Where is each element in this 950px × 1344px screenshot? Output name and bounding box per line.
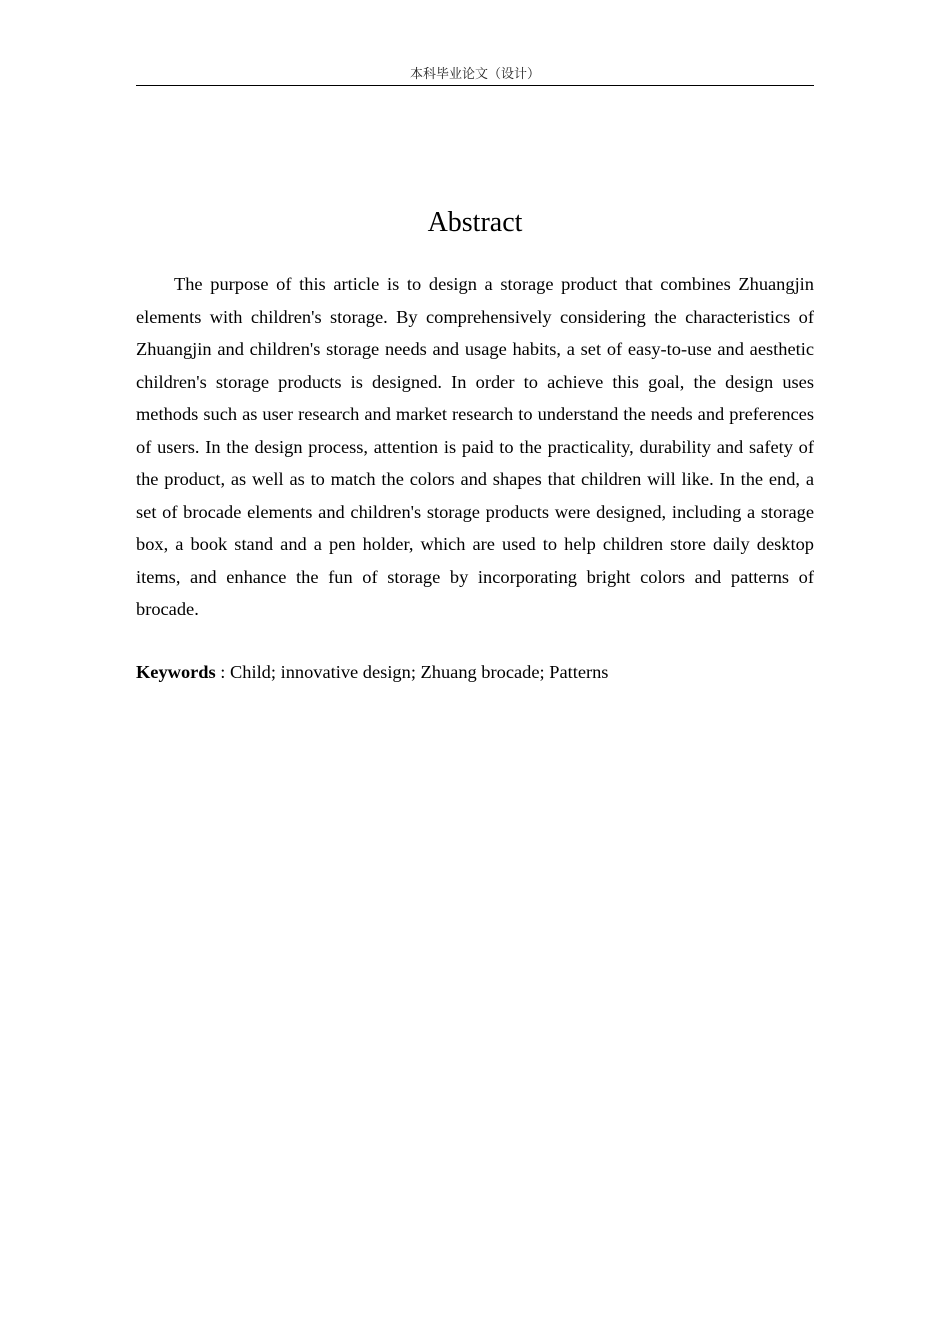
running-header: 本科毕业论文（设计）	[409, 67, 540, 82]
abstract-body: The purpose of this article is to design a storage product that combines Zhuangjin elements with children's storage. By comprehensively considering the characteristics of Zhuangjin and children's storage needs and usage habits, a set of easy-to-use and aesthetic children's storage products is designed. In order to achieve this goal, the design uses methods such as user research and market research to understand the needs and preferences of users. In the design process, attention is paid to the practicality, durability and safety of the product, as well as to match the colors and shapes that children will like. In the end, a set of brocade elements and children's storage products were designed, including a storage box, a book stand and a pen holder, which are used to help children store daily desktop items, and enhance the fun of storage by incorporating bright colors and patterns of brocade.	[136, 274, 814, 619]
keywords-text: Child; innovative design; Zhuang brocade; Patterns	[230, 662, 609, 682]
abstract-title: Abstract	[427, 207, 523, 238]
keywords-separator: :	[215, 662, 230, 682]
keywords-line	[136, 656, 814, 688]
header-rule	[136, 85, 814, 86]
keywords-label: Keywords	[136, 662, 216, 682]
